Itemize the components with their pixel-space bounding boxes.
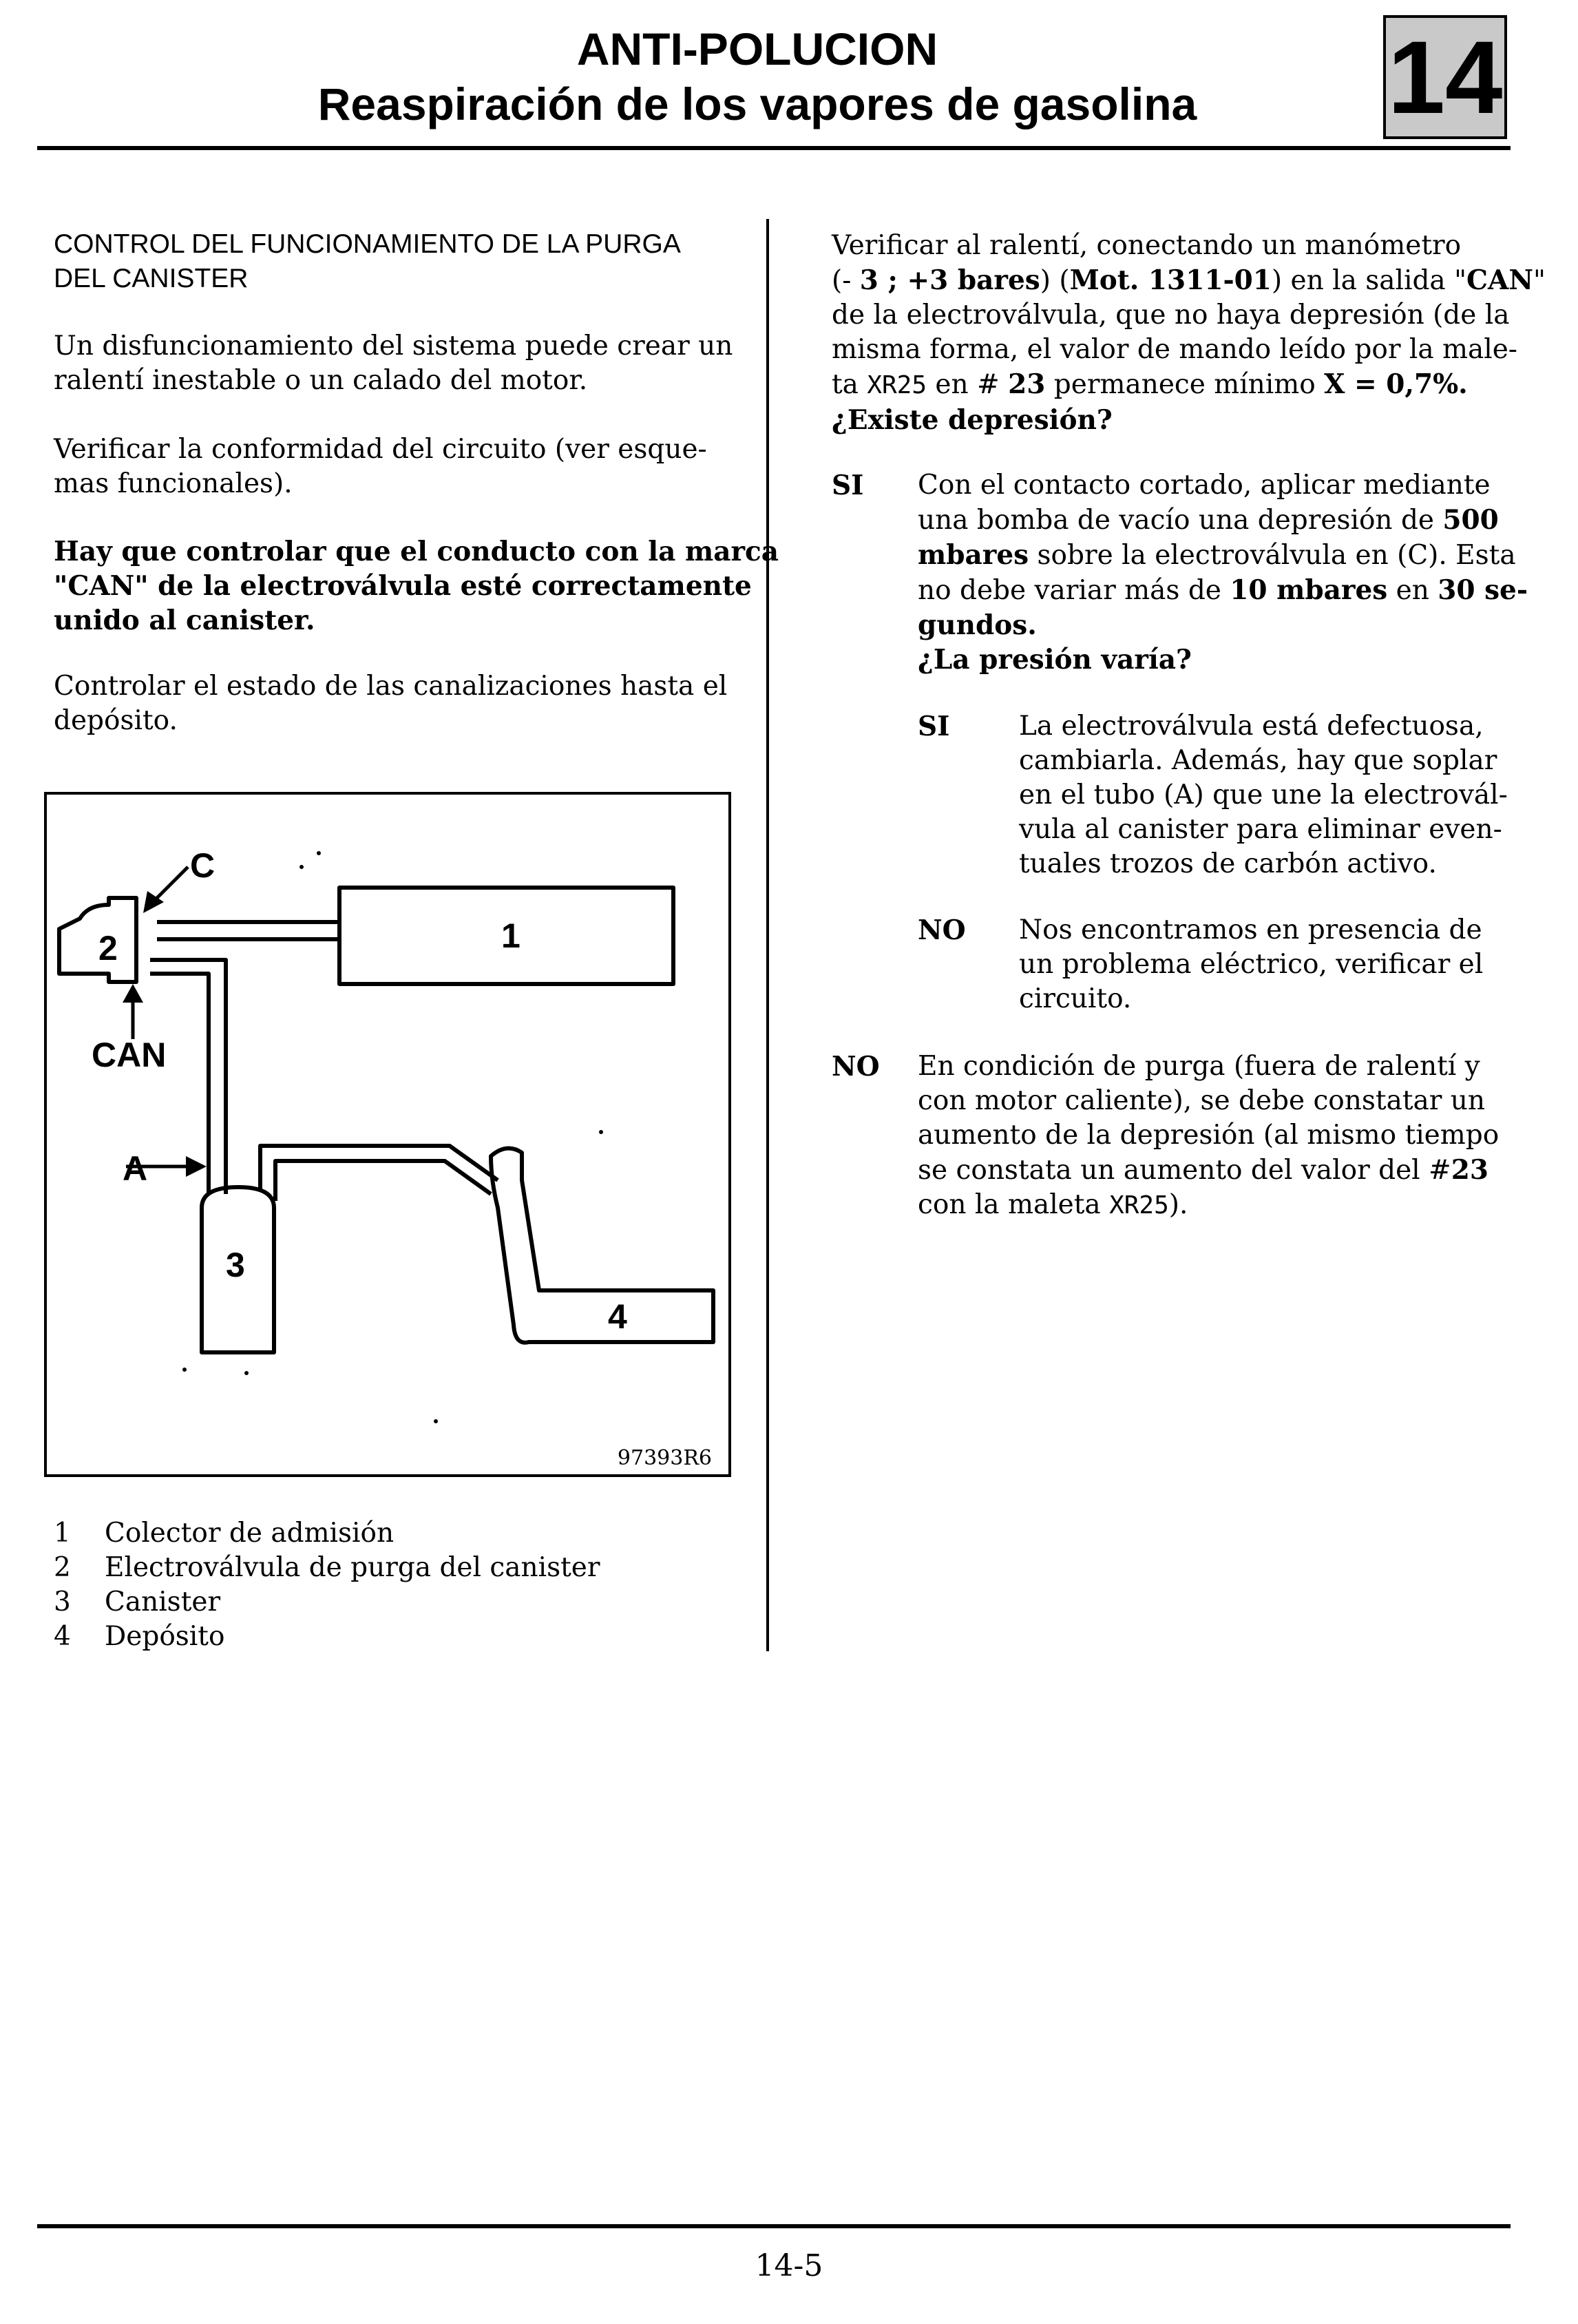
legend-item — [54, 1516, 394, 1551]
text-line: Verificar la conformidad del circuito (ver esque- — [54, 434, 707, 465]
legend-item — [54, 1585, 220, 1620]
text-line: Con el contacto cortado, aplicar mediante — [918, 470, 1491, 501]
text-line: depósito. — [54, 705, 178, 736]
chapter-number-box: 14 — [1383, 15, 1507, 139]
text-line: tuales trozos de carbón activo. — [1019, 848, 1437, 879]
warning-paragraph — [54, 534, 779, 638]
text-run: ) en la salida " — [1271, 265, 1467, 296]
text-run: (- — [832, 265, 860, 296]
text-line: La electroválvula está defectuosa, — [1019, 711, 1484, 742]
text-line: gundos. — [918, 609, 1037, 641]
legend-text: Depósito — [105, 1621, 225, 1652]
text-run: una bomba de vacío una depresión de — [918, 505, 1443, 536]
text-line: "CAN" de la electroválvula esté correctamente — [54, 570, 752, 602]
page-title: ANTI-POLUCION — [576, 23, 938, 74]
answer-label-no: NO — [918, 914, 966, 946]
paragraph — [54, 669, 727, 738]
tank-pipe — [260, 1146, 498, 1191]
text-line: Un disfuncionamiento del sistema puede crear un — [54, 331, 733, 362]
diagram-figure — [44, 792, 731, 1477]
xr25-ref: XR25 — [867, 371, 927, 399]
legend-text: Electroválvula de purga del canister — [105, 1552, 600, 1583]
text-line: mas funcionales). — [54, 468, 293, 499]
label-3: 3 — [226, 1246, 245, 1284]
tolerance-value: 10 mbares — [1230, 574, 1388, 606]
text-line: unido al canister. — [54, 605, 315, 636]
text-line: misma forma, el valor de mando leído por la male- — [832, 334, 1517, 365]
text-line — [918, 503, 1528, 538]
si-sub-branch-paragraph — [1019, 709, 1508, 881]
no-sub-branch-paragraph — [1019, 913, 1483, 1016]
arrow-a-head — [186, 1156, 207, 1177]
can-marker: CAN — [1466, 264, 1533, 296]
text-line: ralentí inestable o un calado del motor. — [54, 365, 588, 396]
text-run: ta — [832, 369, 867, 400]
si-branch-paragraph — [918, 468, 1528, 677]
question: ¿Existe depresión? — [832, 404, 1113, 436]
legend-text: Canister — [105, 1587, 221, 1618]
section-heading — [54, 227, 681, 296]
can-pipe — [150, 974, 209, 1194]
section-heading-line: DEL CANISTER — [54, 264, 249, 293]
arrow-can-head — [123, 984, 143, 1003]
label-c: C — [190, 846, 215, 885]
label-2: 2 — [98, 929, 118, 967]
answer-label-si: SI — [832, 470, 864, 501]
text-run: " — [1533, 265, 1546, 296]
text-line: Controlar el estado de las canalizaciones hasta el — [54, 671, 728, 702]
threshold-value: X = 0,7%. — [1324, 368, 1468, 400]
text-line: de la electroválvula, que no haya depresión (de la — [832, 300, 1510, 331]
paragraph — [54, 432, 707, 501]
text-line: con motor caliente), se debe constatar un — [918, 1085, 1486, 1116]
legend-number: 4 — [54, 1621, 71, 1652]
tool-reference: Mot. 1311-01 — [1069, 264, 1272, 296]
answer-label-si: SI — [918, 711, 950, 742]
legend-number: 2 — [54, 1552, 71, 1583]
canister-circuit-diagram — [47, 795, 728, 1474]
text-run: con la maleta — [918, 1189, 1110, 1220]
text-line: cambiarla. Además, hay que soplar — [1019, 745, 1497, 776]
label-a: A — [123, 1149, 148, 1188]
label-can: CAN — [92, 1036, 167, 1074]
text-line: Nos encontramos en presencia de — [1019, 914, 1482, 945]
text-run: sobre la electroválvula en (C). Esta — [1029, 540, 1516, 571]
answer-label-no: NO — [832, 1051, 880, 1082]
pressure-range: 3 ; +3 bares — [859, 264, 1040, 296]
text-run: se constata un aumento del valor del # — [918, 1155, 1451, 1186]
legend-number: 1 — [54, 1518, 71, 1549]
text-line — [918, 538, 1528, 573]
text-line: vula al canister para eliminar even- — [1019, 814, 1502, 845]
text-line — [832, 367, 1546, 403]
text-run: ) ( — [1040, 265, 1070, 296]
header-rule — [37, 146, 1511, 150]
text-line: un problema eléctrico, verificar el — [1019, 949, 1484, 980]
column-divider — [766, 219, 769, 1651]
legend-number: 3 — [54, 1587, 71, 1618]
unit: mbares — [918, 539, 1029, 571]
legend-item — [54, 1551, 600, 1585]
page-number: 14-5 — [755, 2248, 823, 2283]
footer-rule — [37, 2224, 1511, 2228]
text-line: en el tubo (A) que une la electrovál- — [1019, 779, 1508, 810]
text-line: Hay que controlar que el conducto con la marca — [54, 536, 779, 567]
text-run: en # — [927, 369, 1009, 400]
text-line — [918, 1188, 1499, 1223]
solenoid-valve-shape — [59, 898, 136, 982]
text-line: En condición de purga (fuera de ralentí y — [918, 1051, 1480, 1082]
text-line — [918, 573, 1528, 608]
param-number: 23 — [1008, 368, 1046, 400]
page-subtitle: Reaspiración de los vapores de gasolina — [317, 78, 1197, 129]
label-1: 1 — [501, 917, 520, 955]
section-heading-line: CONTROL DEL FUNCIONAMIENTO DE LA PURGA — [54, 229, 681, 259]
question: ¿La presión varía? — [918, 644, 1192, 676]
legend-item — [54, 1620, 224, 1654]
text-run: en — [1387, 575, 1438, 606]
fuel-tank-shape — [491, 1149, 713, 1343]
intro-paragraph — [832, 229, 1546, 437]
text-line — [832, 263, 1546, 298]
param-number: 23 — [1451, 1154, 1488, 1186]
no-branch-paragraph — [918, 1049, 1499, 1223]
figure-reference: 97393R6 — [617, 1446, 712, 1470]
text-line: aumento de la depresión (al mismo tiempo — [918, 1120, 1500, 1151]
vacuum-value: 500 — [1442, 504, 1499, 536]
text-run: permanece mínimo — [1045, 369, 1325, 400]
xr25-ref: XR25 — [1109, 1191, 1169, 1219]
time-value: 30 se- — [1438, 574, 1528, 606]
text-line: circuito. — [1019, 983, 1132, 1014]
tank-pipe — [275, 1161, 491, 1201]
text-run: no debe variar más de — [918, 575, 1230, 606]
text-run: ). — [1168, 1189, 1188, 1220]
text-line — [918, 1153, 1499, 1188]
text-line: Verificar al ralentí, conectando un manómetro — [832, 230, 1462, 261]
paragraph — [54, 329, 733, 398]
label-4: 4 — [608, 1297, 627, 1336]
legend-text: Colector de admisión — [105, 1518, 394, 1549]
